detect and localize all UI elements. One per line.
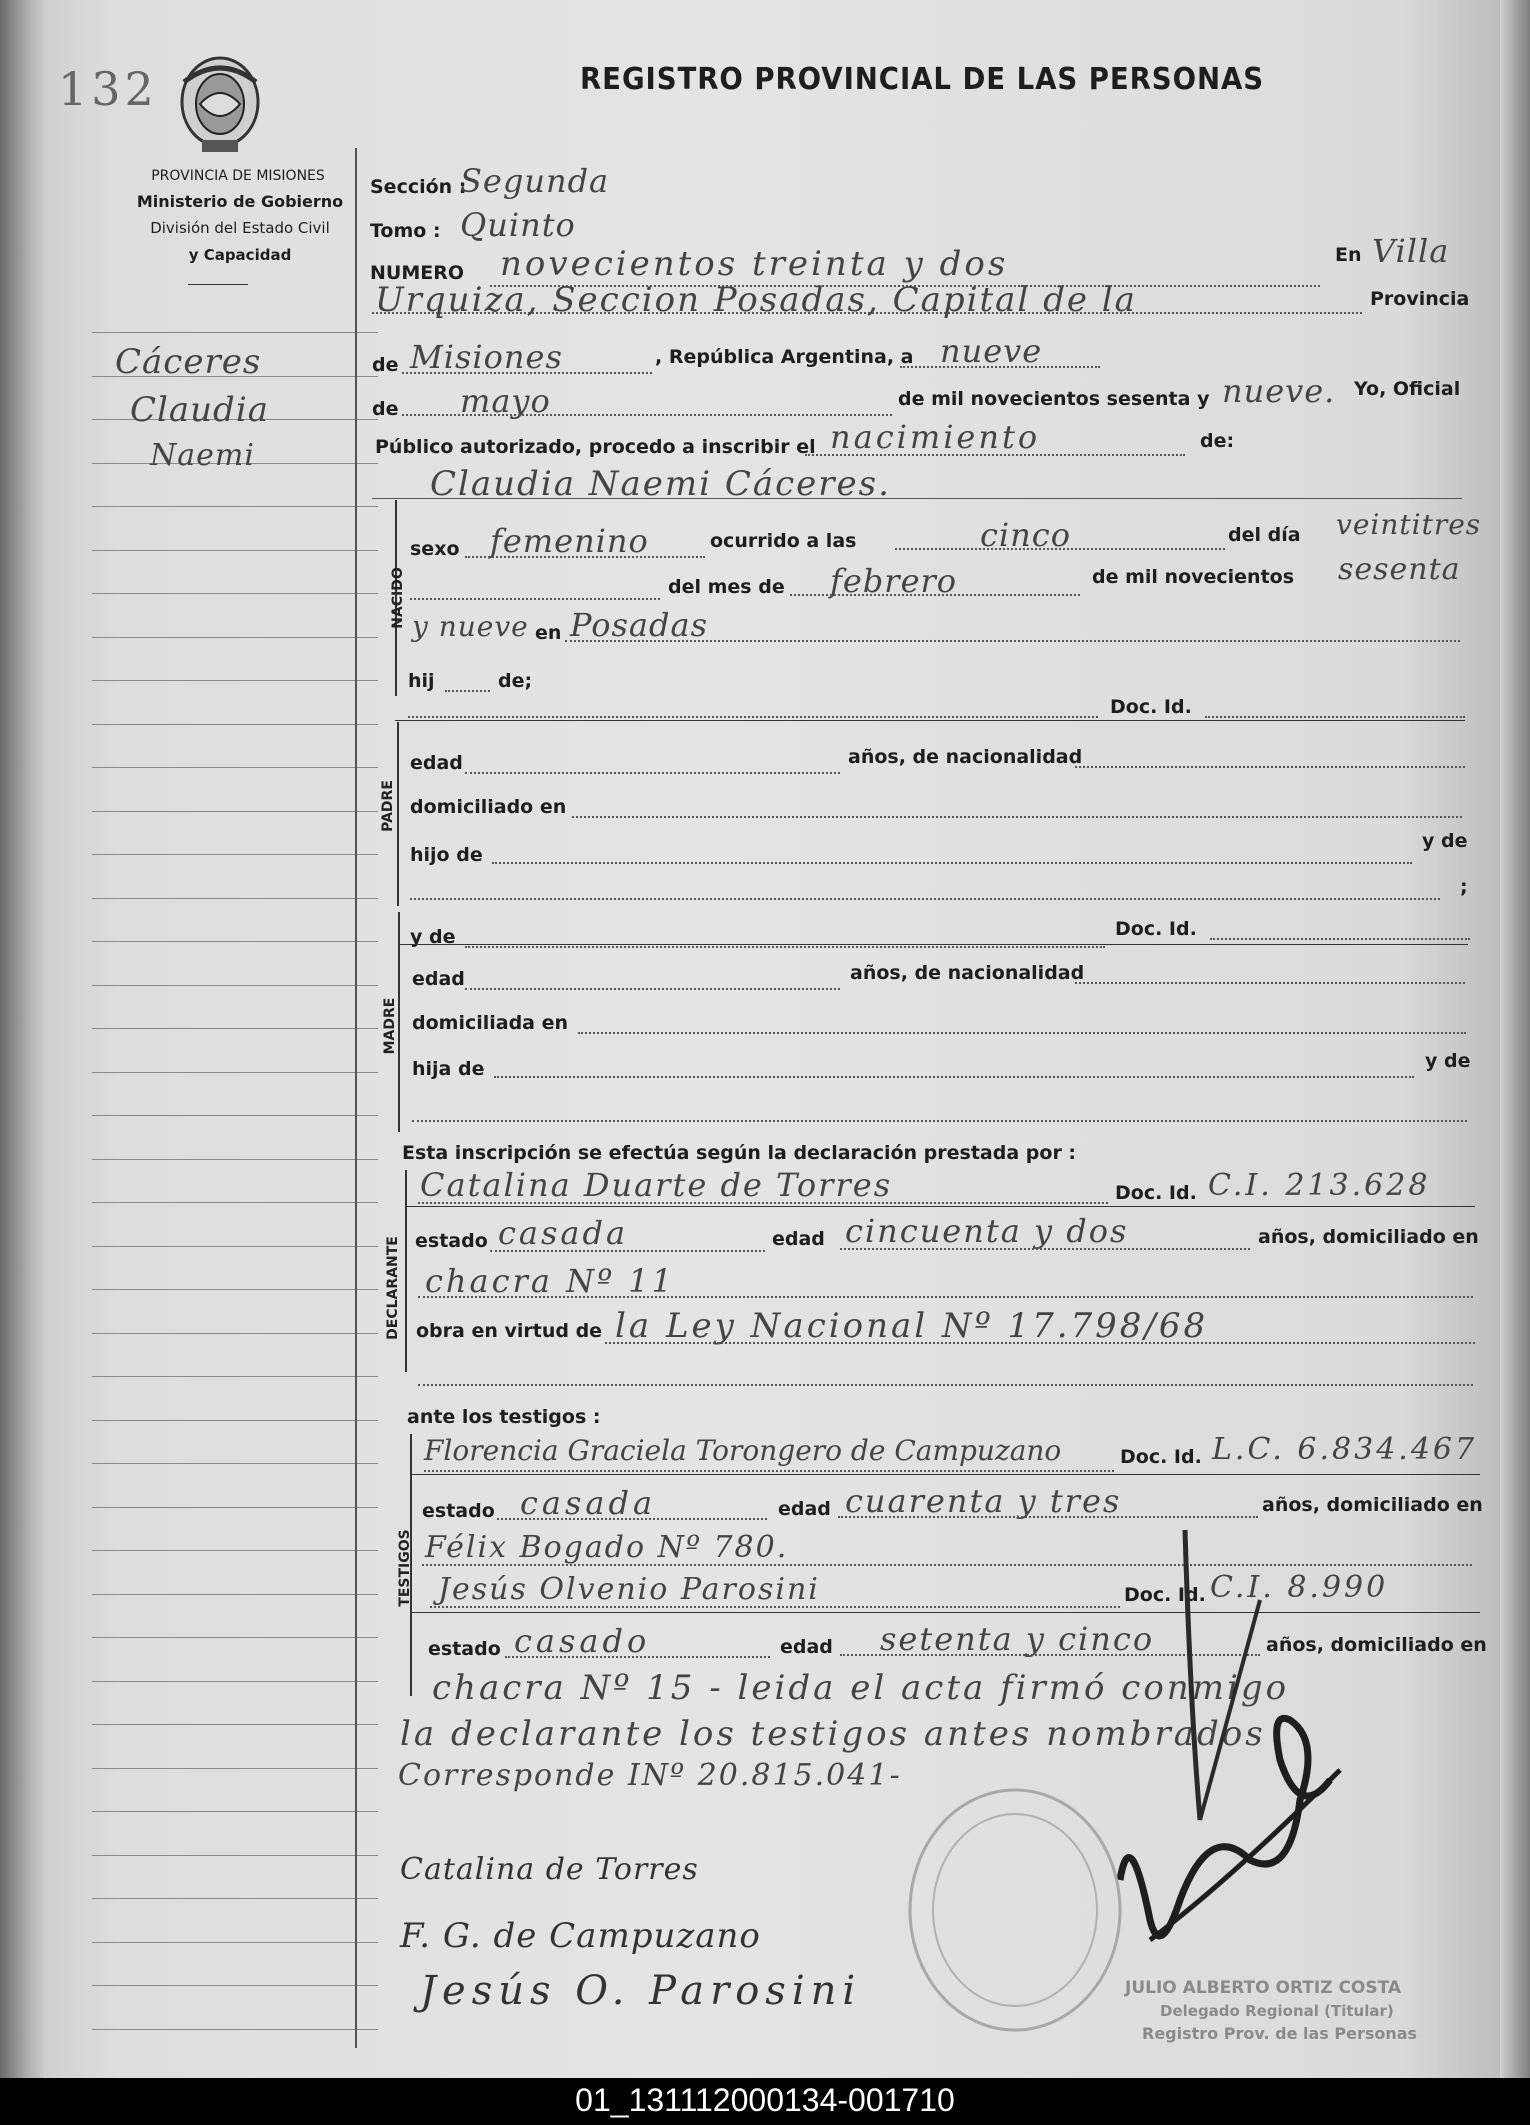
stamp-org: Registro Prov. de las Personas [1142,2024,1418,2043]
right-edge [1500,0,1530,2078]
testigo2-name-line [430,1606,1120,1608]
madre-yde2-label: y de [1425,1050,1471,1072]
nacido-bottom-rule [395,720,1465,721]
madre-yde-label: y de [410,926,456,948]
signature-declarante: Catalina de Torres [400,1852,699,1887]
padre-domicilio-label: domiciliado en [410,796,567,818]
margin-ruled-line [92,1768,378,1769]
stamp-role: Delegado Regional (Titular) [1160,2002,1394,2020]
obra-value: la Ley Nacional Nº 17.798/68 [615,1306,1209,1346]
signature-testigo-2: Jesús O. Parosini [420,1968,862,2014]
madre-domicilio-line [578,1032,1466,1034]
hij-de-label: de; [498,670,533,692]
margin-ruled-line [92,1289,378,1290]
madre-yde2-line [412,1120,1467,1122]
testigo1-estado-line [497,1518,767,1520]
margin-ruled-line [92,593,378,594]
madre-edad-line [465,988,840,990]
testigo1-edad-line [838,1516,1258,1518]
madre-nacionalidad-line [1075,982,1465,984]
mes-value: febrero [830,562,958,600]
padre-anios-label: años, de nacionalidad [848,746,1083,768]
hora-line [895,548,1225,550]
padre-nacionalidad-line [1075,766,1465,768]
margin-ruled-line [92,898,378,899]
act-value: nacimiento [830,418,1041,456]
testigo1-name: Florencia Graciela Torongero de Campuzano [424,1434,1062,1467]
margin-ruled-line [92,2029,378,2030]
testigo2-edad-value: setenta y cinco [880,1620,1155,1658]
testigo1-anios-label: años, domiciliado en [1262,1494,1483,1516]
madre-top-rule [398,944,1468,945]
form-left-border [355,148,357,2048]
publico-label: Público autorizado, procedo a inscribir el [375,436,816,458]
province-line [402,372,652,374]
testigo1-domicilio-value: Félix Bogado Nº 780. [425,1530,789,1565]
testigo1-doc-label: Doc. Id. [1120,1446,1202,1468]
testigo1-estado-value: casada [520,1484,657,1522]
province-label: PROVINCIA DE MISIONES [151,168,325,184]
madre-bracket [398,912,400,1132]
margin-ruled-line [92,1942,378,1943]
margin-ruled-line [92,1333,378,1334]
madre-yde-line [465,946,1105,948]
declarante-edad-line [840,1248,1250,1250]
year-label: de mil novecientos sesenta y [898,388,1210,410]
testigos-intro: ante los testigos : [407,1406,601,1428]
tomo-value: Quinto [460,206,576,244]
seccion-label: Sección : [370,176,467,198]
declarante-edad-value: cincuenta y dos [845,1212,1129,1250]
madre-hija-label: hija de [412,1058,485,1080]
padre-hijo-line [492,862,1412,864]
margin-ruled-line [92,1072,378,1073]
oficial-label: Yo, Oficial [1354,378,1461,400]
margin-ruled-line [92,1985,378,1986]
margin-ruled-line [92,332,378,333]
division-label-2: y Capacidad [188,246,292,264]
testigo2-doc-label: Doc. Id. [1124,1584,1206,1606]
ministry-label: Ministerio de Gobierno [136,192,344,211]
testigo2-doc-value: C.I. 8.990 [1210,1570,1389,1605]
lugar-line [565,640,1460,642]
en-label: En [1335,244,1362,266]
page-number: 132 [58,62,158,116]
obra-label: obra en virtud de [416,1320,603,1342]
obra-line [605,1342,1475,1344]
margin-ruled-line [92,1898,378,1899]
testigo2-anios-label: años, domiciliado en [1266,1634,1487,1656]
testigo1-edad-value: cuarenta y tres [845,1482,1122,1520]
registrant-name: Claudia Naemi Cáceres. [430,464,891,504]
sexo-label: sexo [410,538,460,560]
declarante-edad-label: edad [772,1228,825,1250]
dia-value: veintitres [1336,508,1482,541]
binding-edge [0,0,44,2078]
madre-domicilio-label: domiciliada en [412,1012,569,1034]
stamp-name: JULIO ALBERTO ORTIZ COSTA [1125,1978,1402,1998]
day-line [900,366,1100,368]
declarante-doc-value: C.I. 213.628 [1208,1168,1431,1203]
margin-ruled-line [92,1594,378,1595]
declarante-estado-label: estado [415,1230,488,1252]
margin-ruled-line [92,1550,378,1551]
round-stamp-icon [900,1780,1130,2040]
margin-ruled-line [92,1811,378,1812]
margin-ruled-line [92,1115,378,1116]
testigos-top-rule [410,1474,1480,1475]
de-label-2: de [372,398,399,420]
sexo-value: femenino [490,522,649,560]
padre-edad-line [465,772,840,774]
madre-edad-label: edad [412,968,465,990]
anio-value-continued: y nueve [412,610,529,643]
margin-ruled-line [92,811,378,812]
numero-label: NUMERO [370,262,464,284]
margin-ruled-line [92,854,378,855]
margin-ruled-line [92,1463,378,1464]
margin-ruled-line [92,680,378,681]
madre-doc-line [1210,938,1470,940]
page-title: REGISTRO PROVINCIAL DE LAS PERSONAS [580,62,1265,97]
mil-label: de mil novecientos [1092,566,1295,588]
margin-ruled-line [92,1159,378,1160]
coat-of-arms-icon [172,52,268,160]
nacido-side-label: NACIDO [390,567,406,629]
hij-line [445,690,490,692]
declarante-domicilio-line [418,1296,1473,1298]
de-label: de [372,354,399,376]
margin-given-name: Claudia [130,390,269,430]
act-line [805,454,1185,456]
testigo1-edad-label: edad [778,1498,831,1520]
official-signature-icon [1090,1520,1370,1980]
margin-middle-name: Naemi [150,438,255,473]
testigo2-name: Jesús Olvenio Parosini [438,1572,820,1607]
mes-leading-line [410,598,660,600]
margin-ruled-line [92,724,378,725]
declarante-anios-label: años, domiciliado en [1258,1226,1479,1248]
margin-ruled-line [92,1855,378,1856]
testigo2-domicilio-value: chacra Nº 15 - leida el acta firmó conmigo [432,1668,1290,1708]
margin-ruled-line [92,985,378,986]
margin-ruled-line [92,506,378,507]
nacido-doc-label: Doc. Id. [1110,696,1192,718]
margin-ruled-line [92,1376,378,1377]
en-lugar-label: en [535,622,562,644]
name-line [372,498,1462,499]
padre-bracket [397,722,399,906]
madre-hija-line [494,1076,1414,1078]
margin-ruled-line [92,767,378,768]
declarante-name-line [418,1202,1108,1204]
margin-ruled-line [92,1028,378,1029]
testigo2-estado-line [505,1656,770,1658]
madre-anios-label: años, de nacionalidad [850,962,1085,984]
lugar-value: Posadas [570,606,708,644]
testigo1-doc-value: L.C. 6.834.467 [1212,1432,1478,1467]
testigo2-estado-value: casado [514,1622,651,1660]
padre-edad-label: edad [410,752,463,774]
declarante-estado-value: casada [498,1214,629,1252]
nacido-doc-line [1205,716,1465,718]
closing-line-2: Corresponde INº 20.815.041- [398,1758,902,1793]
hij-de-line [408,716,1098,718]
testigo1-name-line [424,1470,1114,1472]
provincia-label: Provincia [1370,288,1470,310]
del-dia-label: del día [1228,524,1301,546]
de-colon-label: de: [1200,430,1235,452]
margin-ruled-line [92,1420,378,1421]
ocurrido-label: ocurrido a las [710,530,857,552]
division-label-1: División del Estado Civil [150,219,330,237]
signature-testigo-1: F. G. de Campuzano [400,1916,761,1956]
month-value: mayo [460,382,551,420]
testigo2-edad-label: edad [780,1636,833,1658]
declarante-side-label: DECLARANTE [385,1236,401,1340]
day-value: nueve [940,332,1043,370]
margin-ruled-line [92,1507,378,1508]
margin-surname: Cáceres [115,342,262,382]
year-value: nueve. [1222,372,1336,410]
place-line [372,312,1362,314]
mes-label: del mes de [668,576,785,598]
margin-ruled-line [92,941,378,942]
mes-line [790,594,1080,596]
testigo2-estado-label: estado [428,1638,501,1660]
numero-value: novecientos treinta y dos [500,244,1009,284]
padre-yde-line [410,898,1440,900]
declarante-top-rule [405,1206,1475,1207]
padre-side-label: PADRE [380,780,396,832]
declarante-intro: Esta inscripción se efectúa según la declaración prestada por : [402,1142,1077,1164]
padre-yde-label: y de [1422,830,1468,852]
margin-ruled-line [92,1202,378,1203]
declarante-bracket [405,1170,407,1372]
margin-ruled-line [92,550,378,551]
margin-ruled-line [92,1681,378,1682]
declarante-name: Catalina Duarte de Torres [420,1166,893,1204]
hora-value: cinco [980,516,1071,554]
closing-line-1: la declarante los testigos antes nombrados [400,1714,1266,1754]
margin-ruled-line [92,1637,378,1638]
declarante-estado-line [490,1250,765,1252]
header-underline [188,284,248,285]
month-line [402,414,892,416]
hij-label: hij [408,670,435,692]
tomo-label: Tomo : [370,220,441,242]
padre-semicolon: ; [1460,876,1468,898]
anio-value: sesenta [1338,552,1461,587]
padre-hijo-label: hijo de [410,844,483,866]
margin-ruled-line [92,1246,378,1247]
testigos-side-label: TESTIGOS [397,1529,413,1607]
footer-id: 01_131112000134-001710 [575,2082,955,2118]
madre-side-label: MADRE [382,997,398,1055]
seccion-value: Segunda [460,162,610,200]
padre-domicilio-line [572,816,1462,818]
republica-label: , República Argentina, a [655,346,914,368]
margin-ruled-line [92,1724,378,1725]
declarante-doc-label: Doc. Id. [1115,1182,1197,1204]
province-value: Misiones [410,338,563,376]
en-value: Villa [1372,232,1450,270]
testigo1-estado-label: estado [422,1500,495,1522]
margin-ruled-line [92,637,378,638]
obra-line-2 [418,1384,1473,1386]
place-value: Urquiza, Seccion Posadas, Capital de la [375,280,1137,320]
madre-doc-label: Doc. Id. [1115,918,1197,940]
sexo-line [465,556,705,558]
declarante-domicilio-value: chacra Nº 11 [425,1262,676,1300]
